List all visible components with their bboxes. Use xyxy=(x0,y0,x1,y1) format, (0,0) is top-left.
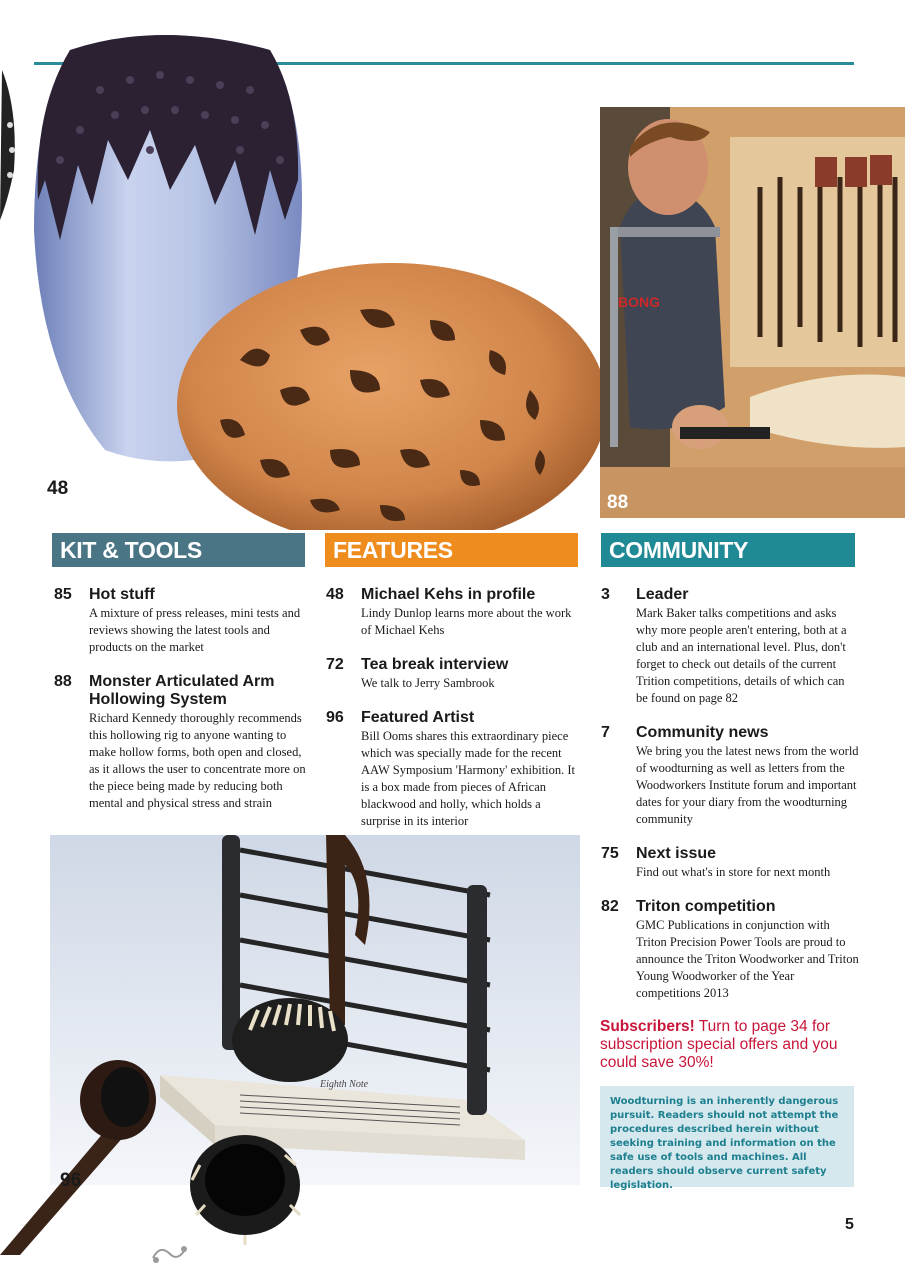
harmony-page-label: 96 xyxy=(60,1170,82,1191)
entry-page: 96 xyxy=(326,709,344,726)
entry-desc: GMC Publications in conjunction with Triton Precision Power Tools are proud to announce the Triton Woodworker and Triton Young Woodworker of the Year competitions 2013 xyxy=(636,918,859,1000)
entry-page: 72 xyxy=(326,656,344,673)
entry-page: 82 xyxy=(601,898,619,915)
entry-title: Leader xyxy=(636,586,689,603)
subscribers-text: Turn to page 34 for subscription special offers and you could save 30%! xyxy=(600,1018,838,1071)
entry-title: Hot stuff xyxy=(89,586,155,603)
subscribers-bold: Subscribers! xyxy=(600,1018,695,1035)
toc-entry[interactable] xyxy=(601,898,859,1002)
entry-page: 85 xyxy=(54,586,72,603)
safety-warning: Woodturning is an inherently dangerous pursuit. Readers should not attempt the procedures described herein without seeking training and information on the safe use of tools and machines. All readers should observe current safety legislation. xyxy=(600,1086,854,1187)
entry-page: 75 xyxy=(601,845,619,862)
community-heading: COMMUNITY xyxy=(601,533,855,567)
entry-desc: Find out what's in store for next month xyxy=(636,865,831,879)
toc-entry[interactable] xyxy=(54,586,306,656)
kit-tools-heading: KIT & TOOLS xyxy=(52,533,305,567)
kit-tools-column xyxy=(54,586,306,812)
entry-page: 88 xyxy=(54,673,72,690)
apron-text: BONG xyxy=(618,294,660,310)
toc-entry[interactable] xyxy=(326,709,578,830)
toc-entry[interactable] xyxy=(326,586,578,639)
workshop-photo xyxy=(600,107,905,518)
entry-desc: Richard Kennedy thoroughly recommends this hollowing rig to anyone wanting to make hollow forms, both open and closed, as it allows the user to concentrate more on the piece being made by reducing both mental and physical stress and strain xyxy=(89,711,306,810)
community-column xyxy=(601,586,859,1002)
entry-title: Next issue xyxy=(636,845,717,862)
entry-title: Triton competition xyxy=(636,898,776,915)
entry-page: 48 xyxy=(326,586,344,603)
vases-page-label: 48 xyxy=(47,478,69,499)
entry-title: Michael Kehs in profile xyxy=(361,586,536,603)
toc-entry[interactable] xyxy=(326,656,578,692)
workshop-page-label: 88 xyxy=(607,492,629,513)
entry-title: Community news xyxy=(636,724,769,741)
flourish-icon xyxy=(148,1240,194,1266)
entry-desc: Bill Ooms shares this extraordinary piece which was specially made for the recent AAW Symposium 'Harmony' exhibition. It is a box made from pieces of African blackwood and holly, which holds a surprise in its interior xyxy=(361,729,576,828)
entry-desc: Mark Baker talks competitions and asks why more people aren't entering, both at a club and an international level. Plus, don't forget to check out details of the current Trition competitions, details of which can be found on page 82 xyxy=(636,606,847,705)
features-heading: FEATURES xyxy=(325,533,578,567)
entry-desc: We bring you the latest news from the world of woodturning as well as letters from the Woodworkers Institute forum and important dates for your diary from the woodturning community xyxy=(636,744,859,826)
harmony-photo xyxy=(0,835,580,1255)
toc-entry[interactable] xyxy=(601,845,859,881)
subscribers-promo[interactable] xyxy=(600,1018,856,1072)
page-number: 5 xyxy=(845,1216,854,1233)
entry-title: Monster Articulated Arm Hollowing System xyxy=(89,673,275,708)
base-text: Eighth Note xyxy=(320,1079,369,1090)
entry-page: 7 xyxy=(601,724,610,741)
entry-desc: A mixture of press releases, mini tests and reviews showing the latest tools and products on the market xyxy=(89,606,301,654)
toc-entry[interactable] xyxy=(601,586,859,707)
entry-desc: We talk to Jerry Sambrook xyxy=(361,676,495,690)
entry-title: Tea break interview xyxy=(361,656,509,673)
entry-desc: Lindy Dunlop learns more about the work of Michael Kehs xyxy=(361,606,572,637)
entry-page: 3 xyxy=(601,586,610,603)
toc-entry[interactable] xyxy=(54,673,306,812)
toc-entry[interactable] xyxy=(601,724,859,828)
entry-title: Featured Artist xyxy=(361,709,475,726)
features-column xyxy=(326,586,578,830)
vases-photo xyxy=(0,30,605,530)
